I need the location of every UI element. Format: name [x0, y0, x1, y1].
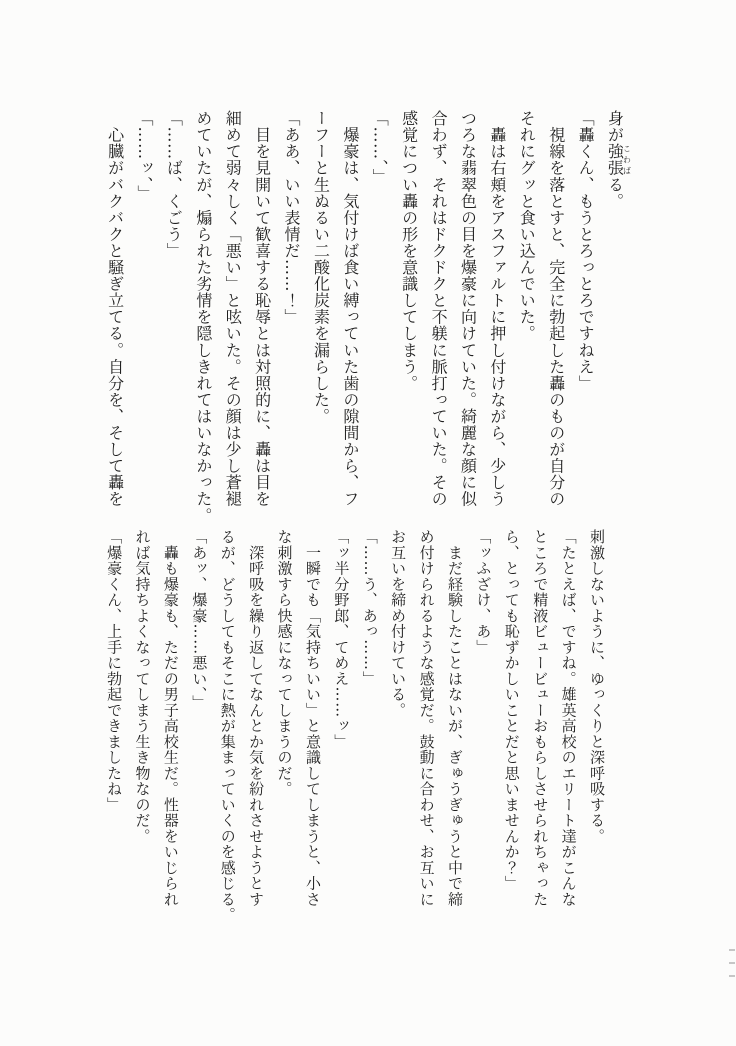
text-line: 「轟くん、もうとろっとろですねえ」	[576, 110, 596, 392]
text-line: な刺激すら快感になってしまうのだ。	[275, 529, 294, 797]
text-line: ら、とっても恥ずかしいことだと思いませんか？」	[502, 529, 521, 892]
text-line: 合わず、それはドクドクと不躾に脈打っていた。その	[429, 110, 449, 508]
text-line: 刺激しないように、ゆっくりと深呼吸する。	[588, 529, 606, 844]
ruby-annotated-word: 強張こわば	[605, 143, 632, 177]
text-line: 身が強張こわばる。	[605, 110, 632, 210]
scan-artifact	[729, 949, 735, 987]
text-line: それにグッと食い込んでいた。	[517, 110, 537, 342]
text-line: 「たとえば、ですね。雄英高校のエリート達がこんな	[559, 529, 578, 907]
text-block-top	[100, 110, 632, 524]
text-line: 深呼吸を繰り返してなんとか気を紛れさせようとす	[247, 529, 266, 907]
text-line: め付けられるような感覚だ。鼓動に合わせ、お互いに	[417, 529, 436, 907]
text-line: お互いを締め付けている。	[389, 529, 408, 718]
text-line: 「……ッ、」	[135, 110, 154, 202]
text-line: めていたが、煽られた劣情を隠しきれてはいなかった。	[193, 110, 213, 524]
text-line: 「……、」	[370, 110, 390, 185]
text-line: 「ッ半分野郎、てめえ……ッ」	[332, 529, 351, 750]
text-line: 「あッ、爆豪……悪い、」	[190, 529, 209, 711]
text-line: まだ経験したことはないが、ぎゅうぎゅうと中で締	[445, 529, 464, 907]
text-line: 細めて弱々しく「悪い」と呟いた。その顔は少し蒼褪	[223, 110, 243, 508]
text-line: 目を見開いて歓喜する恥辱とは対照的に、轟は目を	[252, 110, 272, 508]
text-line: 「ああ、いい表情だ……！」	[282, 110, 302, 326]
text-line: 「……う、あっ……」	[360, 529, 379, 687]
text-line: れば気持ちよくなってしまう生き物なのだ。	[133, 529, 152, 844]
text-line: 一瞬でも「気持ちいい」と意識してしまうと、小さ	[303, 529, 322, 907]
text-line: るが、どうしてもそこに熱が集まっていくのを感じる。	[218, 529, 237, 923]
text-line: 「……ば、くごう」	[164, 110, 184, 259]
text-line: ーフーと生ぬるい二酸化炭素を漏らした。	[311, 110, 331, 425]
text-block-bottom	[100, 529, 611, 923]
text-line: 爆豪は、気付けば食い縛っていた歯の隙間から、フ	[340, 110, 360, 508]
text-line: 「爆豪くん、上手に勃起できましたね」	[105, 529, 124, 813]
text-line: 心臓がバクバクと騒ぎ立てる。自分を、そして轟を	[105, 110, 125, 508]
text-line: 「ッふざけ、あ」	[474, 529, 493, 655]
text-line: 視線を落とすと、完全に勃起した轟のものが自分の	[546, 110, 566, 508]
text-line: 感覚につい轟の形を意識してしまう。	[399, 110, 419, 392]
text-line: ところで精液ビュービューおもらしさせられちゃった	[531, 529, 550, 907]
text-line: つろな翡翠色の目を爆豪に向けていた。綺麗な顔に似	[458, 110, 478, 508]
text-line: 轟も爆豪も、ただの男子高校生だ。性器をいじられ	[161, 529, 180, 907]
text-line: 轟は右頬をアスファルトに押し付けながら、少しう	[487, 110, 507, 508]
